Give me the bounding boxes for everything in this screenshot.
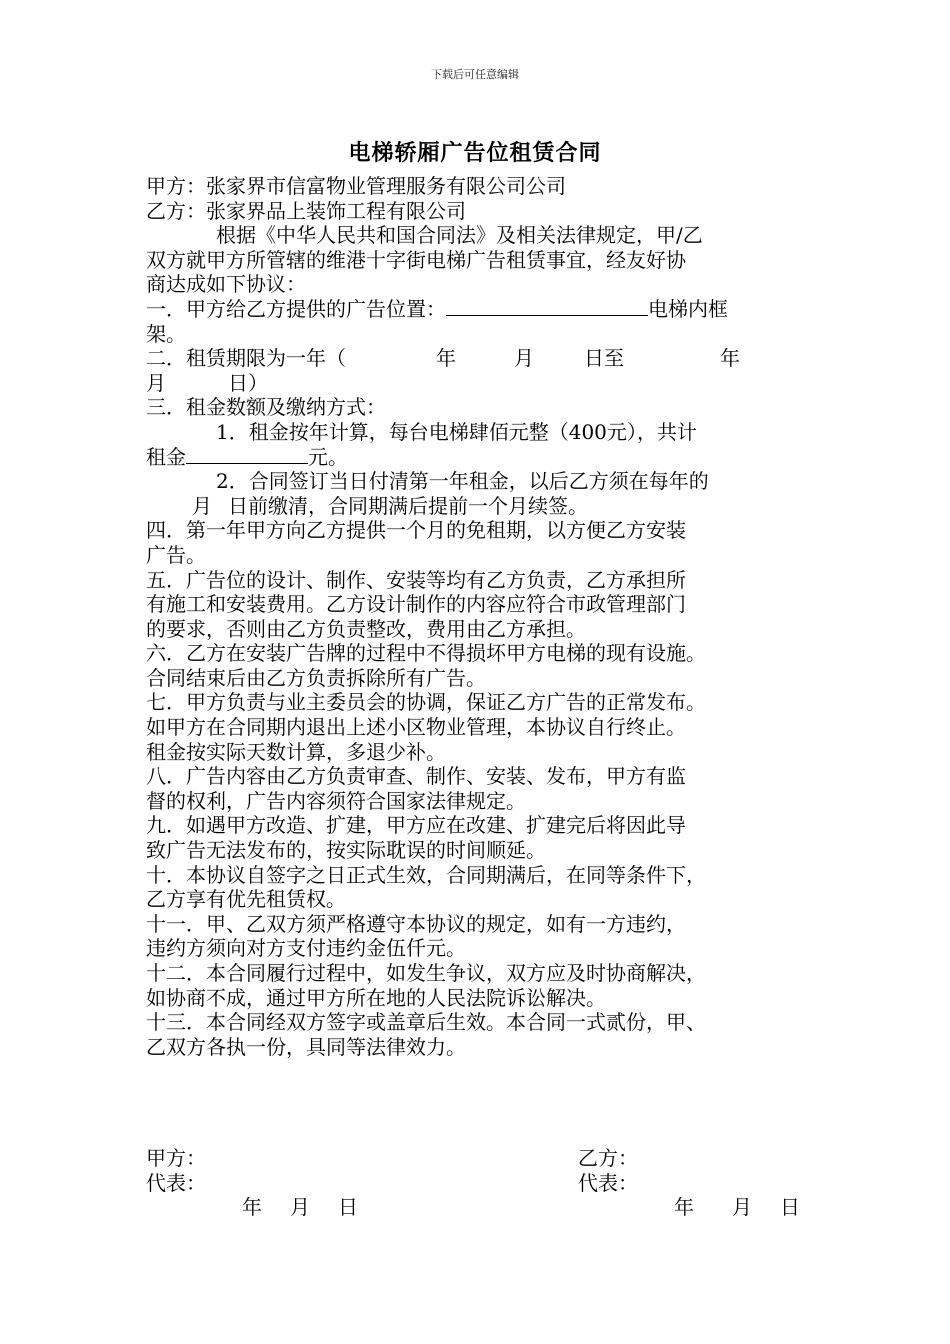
- clause-12: 十二．本合同履行过程中，如发生争议，双方应及时协商解决，: [146, 961, 706, 985]
- contract-body: [146, 174, 811, 1059]
- rent-label: 租金: [146, 444, 186, 469]
- clause-1: [146, 297, 811, 322]
- party-b-date-year: 年: [674, 1195, 694, 1219]
- clause-1-pre: 一．甲方给乙方提供的广告位置：: [146, 296, 446, 321]
- clause-4: 四．第一年甲方向乙方提供一个月的免租期，以方便乙方安装: [146, 518, 686, 543]
- clause-2-cont: [146, 371, 811, 396]
- clause-9: 九．如遇甲方改造、扩建，甲方应在改建、扩建完后将因此导: [146, 813, 686, 838]
- party-b-rep-label: 代表：: [578, 1171, 638, 1195]
- party-b-date-day: 日: [780, 1195, 800, 1219]
- clause-2-month-end: 月: [146, 370, 166, 395]
- clause-7: 七．甲方负责与业主委员会的协调，保证乙方广告的正常发布。: [146, 690, 706, 715]
- clause-5: 有施工和安装费用。乙方设计制作的内容应符合市政管理部门: [146, 592, 686, 617]
- clause-8: 八．广告内容由乙方负责审查、制作、安装、发布，甲方有监: [146, 764, 686, 789]
- party-a-rep-label: 代表：: [146, 1171, 206, 1195]
- clause-2-day-end: 日）: [228, 370, 268, 395]
- clause-6: 合同结束后由乙方负责拆除所有广告。: [146, 665, 486, 690]
- party-a-date-day: 日: [338, 1195, 358, 1219]
- party-b-line: 乙方：张家界品上装饰工程有限公司: [146, 198, 466, 223]
- clause-9: 致广告无法发布的，按实际耽误的时间顺延。: [146, 838, 546, 863]
- clause-7: 租金按实际天数计算，多退少补。: [146, 739, 446, 764]
- clause-11: 违约方须向对方支付违约金伍仟元。: [146, 936, 466, 961]
- intro-line: 双方就甲方所管辖的维港十字街电梯广告租赁事宜，经友好协: [146, 247, 686, 272]
- clause-13: 十三．本合同经双方签字或盖章后生效。本合同一式贰份，甲、: [146, 1010, 706, 1035]
- clause-3-2: 2．合同签订当日付清第一年租金，以后乙方须在每年的: [216, 469, 709, 494]
- clause-2-pre: 二．租赁期限为一年（: [146, 346, 346, 371]
- intro-line: 商达成如下协议：: [146, 272, 306, 297]
- clause-4: 广告。: [146, 542, 206, 567]
- clause-2-month: 月: [514, 346, 534, 371]
- party-b-date-month: 月: [732, 1195, 752, 1219]
- rent-blank: [186, 445, 308, 464]
- clause-2-day: 日至: [584, 346, 624, 371]
- clause-3-1-cont: [146, 445, 811, 470]
- clause-5: 的要求，否则由乙方负责整改，费用由乙方承担。: [146, 616, 586, 641]
- clause-2-year-end: 年: [720, 346, 740, 371]
- party-a-date-month: 月: [290, 1195, 310, 1219]
- party-a-signature-label: 甲方：: [146, 1146, 206, 1170]
- document-title: 电梯轿厢广告位租赁合同: [348, 141, 602, 166]
- clause-12: 如协商不成，通过甲方所在地的人民法院诉讼解决。: [146, 985, 606, 1010]
- pay-month: 月: [192, 493, 212, 518]
- clause-6: 六．乙方在安装广告牌的过程中不得损坏甲方电梯的现有设施。: [146, 641, 706, 666]
- clause-3-2-cont: [146, 494, 811, 519]
- clause-5: 五．广告位的设计、制作、安装等均有乙方负责，乙方承担所: [146, 567, 686, 592]
- clause-1-cont: 架。: [146, 321, 186, 346]
- clause-10: 乙方享有优先租赁权。: [146, 887, 346, 912]
- clause-3-1: 1．租金按年计算，每台电梯肆佰元整（400元），共计: [216, 419, 697, 444]
- intro-line: 根据《中华人民共和国合同法》及相关法律规定，甲/乙: [216, 223, 703, 248]
- location-blank: [446, 297, 648, 316]
- party-a-line: 甲方：张家界市信富物业管理服务有限公司公司: [146, 174, 566, 198]
- clause-1-post: 电梯内框: [648, 296, 728, 321]
- clause-2-year: 年: [436, 346, 456, 371]
- clause-10: 十．本协议自签字之日正式生效，合同期满后，在同等条件下，: [146, 862, 706, 887]
- clause-8: 督的权利，广告内容须符合国家法律规定。: [146, 788, 526, 813]
- party-b-signature-label: 乙方：: [578, 1146, 638, 1170]
- clause-13: 乙双方各执一份，具同等法律效力。: [146, 1034, 466, 1059]
- clause-2: [146, 346, 811, 371]
- header-note: 下载后可任意编辑: [431, 68, 519, 81]
- clause-7: 如甲方在合同期内退出上述小区物业管理，本协议自行终止。: [146, 715, 686, 740]
- pay-rest: 日前缴清，合同期满后提前一个月续签。: [228, 493, 588, 518]
- rent-unit: 元。: [308, 444, 348, 469]
- party-a-date-year: 年: [242, 1195, 262, 1219]
- clause-11: 十一．甲、乙双方须严格遵守本协议的规定，如有一方违约，: [146, 911, 686, 936]
- clause-3: 三．租金数额及缴纳方式：: [146, 395, 386, 420]
